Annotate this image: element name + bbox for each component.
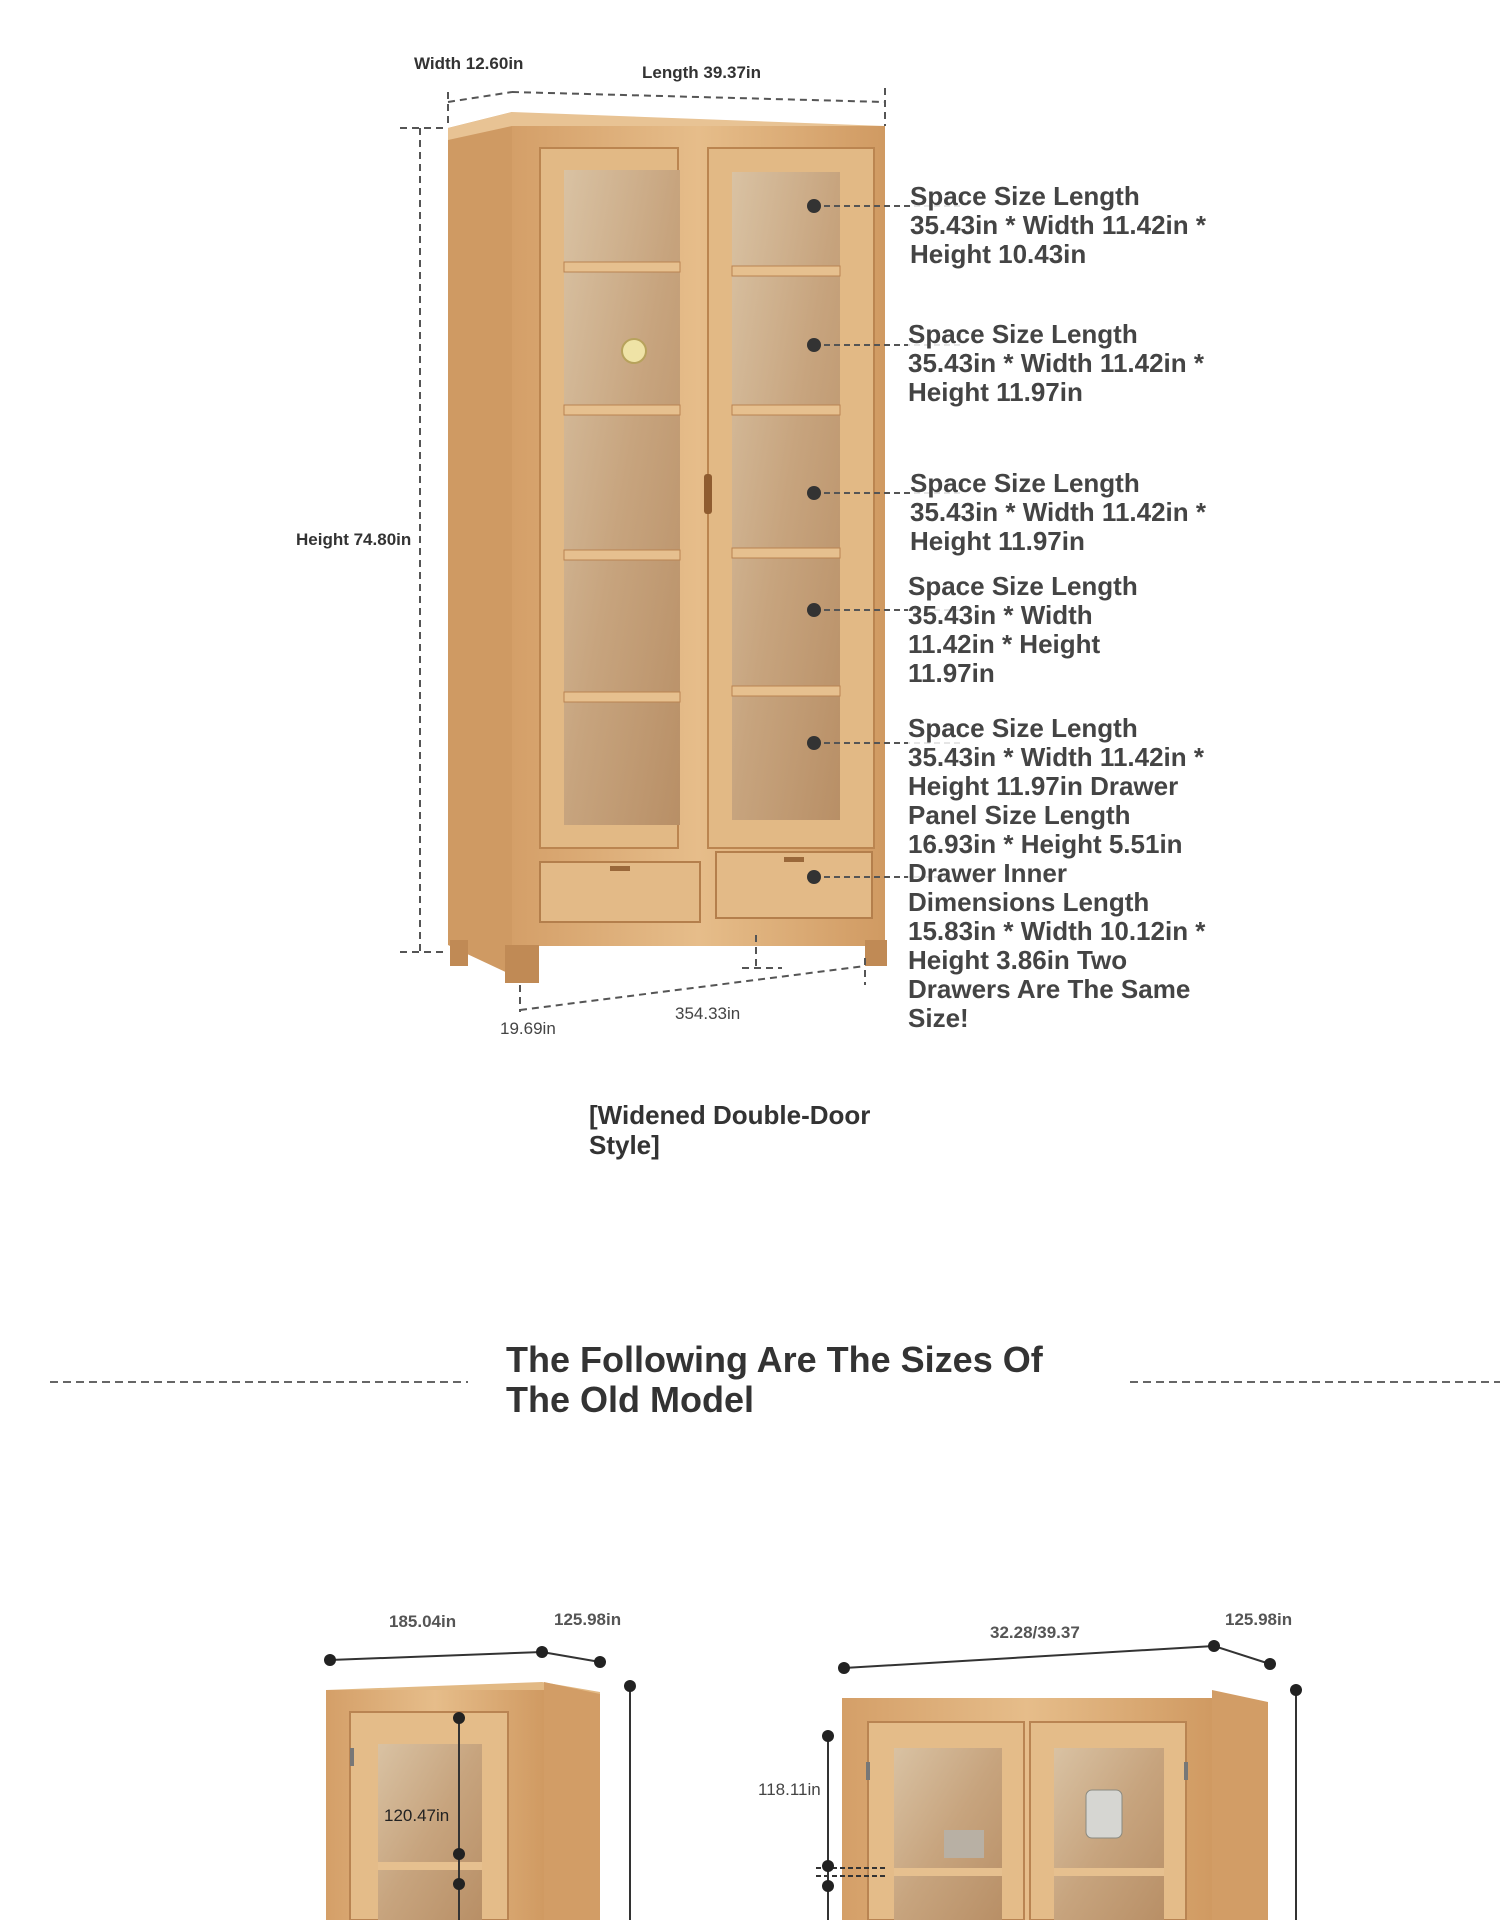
old-left-dot xyxy=(453,1848,465,1860)
old-left-width-label: 125.98in xyxy=(554,1610,622,1629)
old-left-dot xyxy=(324,1654,336,1666)
old-left-dot xyxy=(594,1656,606,1668)
old-left-length-label: 185.04in xyxy=(389,1612,457,1631)
length-label: Length 39.37in xyxy=(642,63,762,82)
leader-dot xyxy=(807,338,821,352)
old-left-dot xyxy=(453,1712,465,1724)
space-size-2: Space Size Length 35.43in * Width 11.42in * Height 11.97in xyxy=(908,320,1218,407)
space-size-5: Space Size Length 35.43in * Width 11.42in * Height 11.97in Drawer Panel Size Length 16.93in * Height 5.51in Drawer Inner Dimensions Length 15.83in * Width 10.12in * Height 3.86in Two Drawers Are The Same Size! xyxy=(908,714,1208,1033)
old-left-dot xyxy=(624,1680,636,1692)
old-right-dot xyxy=(838,1662,850,1674)
leader-dot xyxy=(807,486,821,500)
leader-dot xyxy=(807,870,821,884)
leader-dot xyxy=(807,736,821,750)
old-right-dot xyxy=(822,1880,834,1892)
old-right-dot xyxy=(822,1860,834,1872)
section-title: The Following Are The Sizes Of The Old Model xyxy=(506,1339,1043,1420)
old-right-dot xyxy=(822,1730,834,1742)
bottom-depth-label: 19.69in xyxy=(500,1019,556,1038)
space-size-1: Space Size Length 35.43in * Width 11.42in * Height 10.43in xyxy=(910,182,1220,269)
old-right-dot xyxy=(1208,1640,1220,1652)
space-size-3: Space Size Length 35.43in * Width 11.42in * Height 11.97in xyxy=(910,469,1220,556)
style-title: [Widened Double-Door Style] xyxy=(589,1100,871,1160)
bottom-length-label: 354.33in xyxy=(675,1004,741,1023)
old-right-dot xyxy=(1290,1684,1302,1696)
leader-dot xyxy=(807,199,821,213)
new-cabinet xyxy=(448,112,887,983)
old-right-length-label: 32.28/39.37 xyxy=(990,1623,1080,1642)
old-left-inner-height-label: 120.47in xyxy=(384,1806,450,1825)
space-size-4: Space Size Length 35.43in * Width 11.42in * Height 11.97in xyxy=(908,571,1138,688)
old-left-dot xyxy=(536,1646,548,1658)
height-label: Height 74.80in xyxy=(296,530,412,549)
old-left-dot xyxy=(453,1878,465,1890)
old-right-width-label: 125.98in xyxy=(1225,1610,1293,1629)
old-cabinet-right xyxy=(842,1690,1268,1920)
old-right-inner-height-label: 118.11in xyxy=(758,1780,821,1799)
width-label: Width 12.60in xyxy=(414,54,524,73)
leader-dot xyxy=(807,603,821,617)
old-right-dot xyxy=(1264,1658,1276,1670)
